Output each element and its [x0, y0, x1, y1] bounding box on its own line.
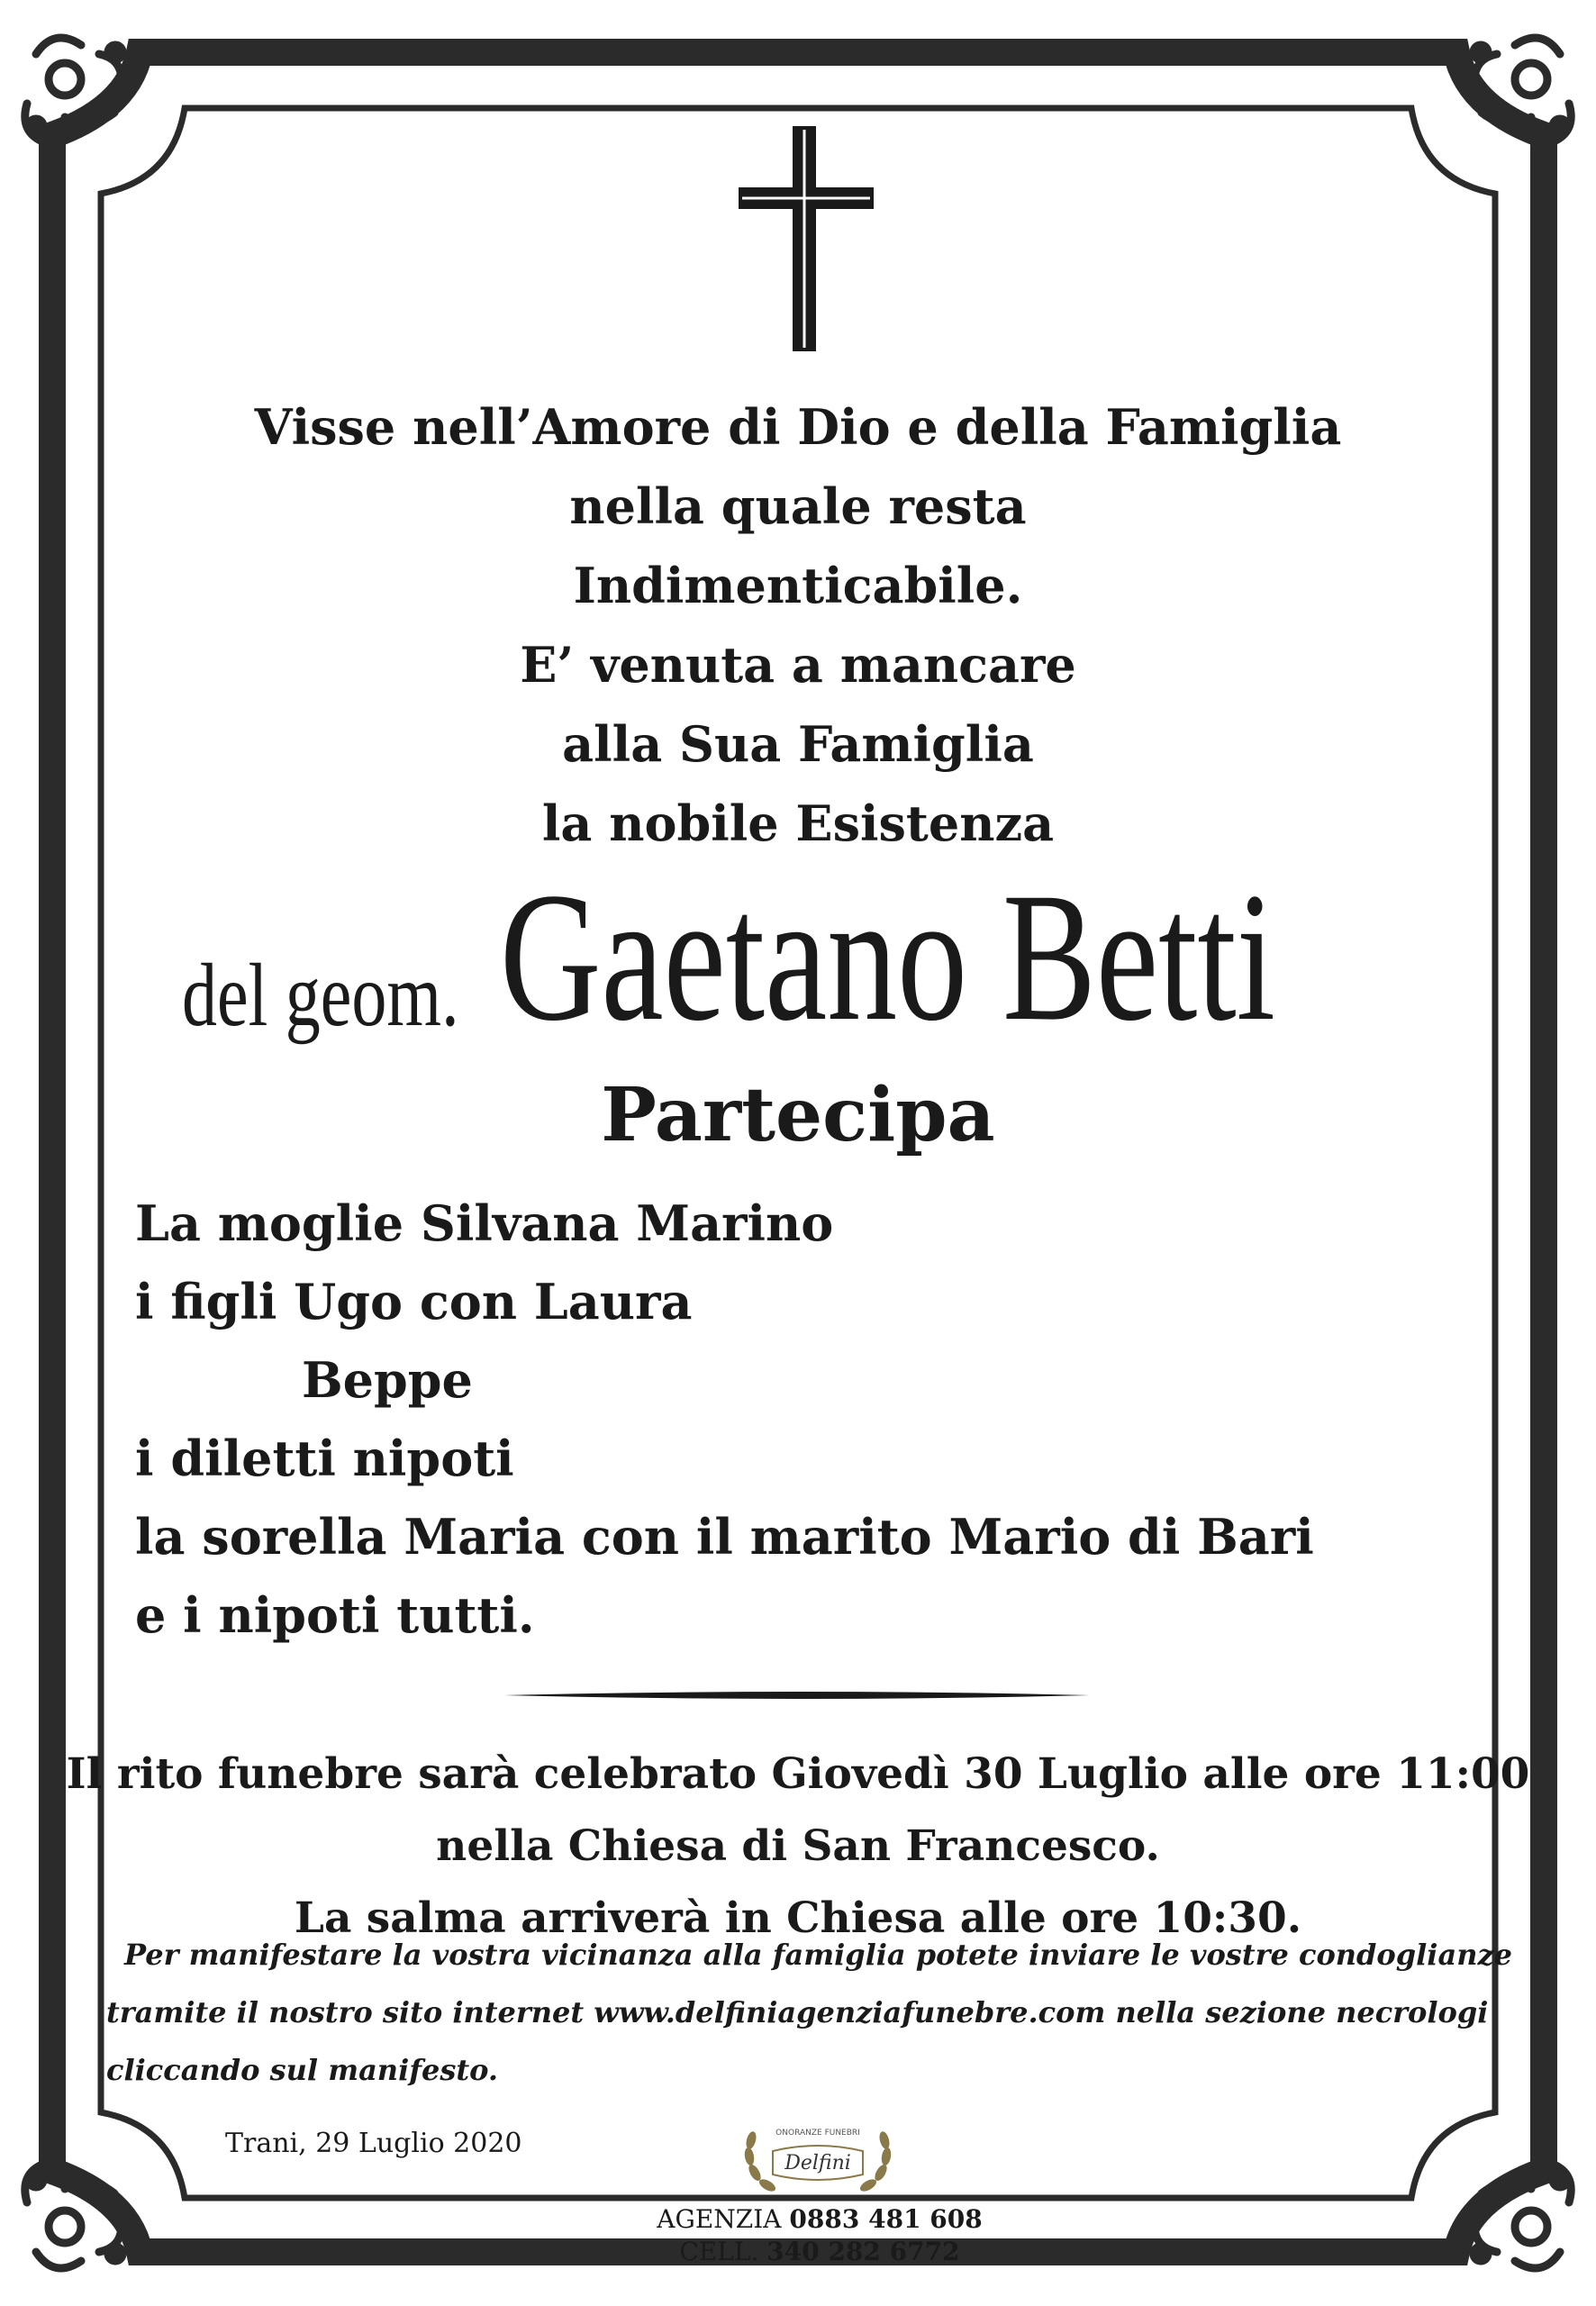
cell-phone-line	[630, 2236, 1009, 2268]
intro-line: alla Sua Famiglia	[562, 715, 1034, 773]
intro-line: nella quale resta	[569, 477, 1027, 535]
intro-line: Visse nell’Amore di Dio e della Famiglia	[254, 398, 1342, 456]
agency-logo-icon	[737, 2110, 899, 2204]
family-list	[135, 1185, 1441, 1655]
deceased-title-prefix: del geom.	[182, 945, 459, 1045]
rite-line: La salma arriverà in Chiesa alle ore 10:30.	[294, 1893, 1302, 1943]
deceased-name-block	[171, 855, 1432, 1067]
family-line: i figli Ugo con Laura	[135, 1273, 693, 1330]
family-line: e i nipoti tutti.	[135, 1586, 535, 1644]
funeral-rite-info	[0, 1739, 1596, 1955]
separator-divider	[504, 1690, 1090, 1701]
cell-phone: 340 282 6772	[766, 2237, 960, 2266]
deceased-name: Gaetano Betti	[500, 855, 1275, 1059]
agency-label: AGENZIA	[657, 2204, 782, 2234]
family-line: la sorella Maria con il marito Mario di Bari	[135, 1508, 1314, 1566]
rite-line: nella Chiesa di San Francesco.	[436, 1821, 1160, 1871]
family-line: i diletti nipoti	[135, 1430, 514, 1487]
condolence-line: Per manifestare la vostra vicinanza alla famiglia potete inviare le vostre condoglianze	[124, 1938, 1512, 1972]
agency-phone-line	[630, 2203, 1009, 2236]
condolence-line: tramite il nostro sito internet www.delfiniagenziafunebre.com nella sezione necrologi	[106, 1995, 1489, 2029]
logo-brand: Delfini	[784, 2152, 851, 2174]
condolence-note	[106, 1926, 1512, 2099]
cell-label: CELL.	[679, 2237, 759, 2266]
agency-phone: 0883 481 608	[789, 2204, 983, 2234]
cross-icon	[739, 126, 874, 351]
rite-line: Il rito funebre sarà celebrato Giovedì 30 Luglio alle ore 11:00	[66, 1749, 1530, 1799]
intro-line: Indimenticabile.	[573, 557, 1023, 614]
agency-contacts	[630, 2203, 1009, 2268]
condolence-line: cliccando sul manifesto.	[106, 2053, 499, 2087]
family-line: La moglie Silvana Marino	[135, 1194, 834, 1252]
intro-text	[0, 387, 1596, 863]
partecipa-heading: Partecipa	[601, 1072, 995, 1158]
logo-top-text: ONORANZE FUNEBRI	[775, 2129, 860, 2138]
place-date: Trani, 29 Luglio 2020	[225, 2128, 522, 2159]
intro-line: E’ venuta a mancare	[520, 636, 1076, 694]
family-line: Beppe	[302, 1351, 473, 1409]
intro-line: la nobile Esistenza	[541, 794, 1055, 852]
